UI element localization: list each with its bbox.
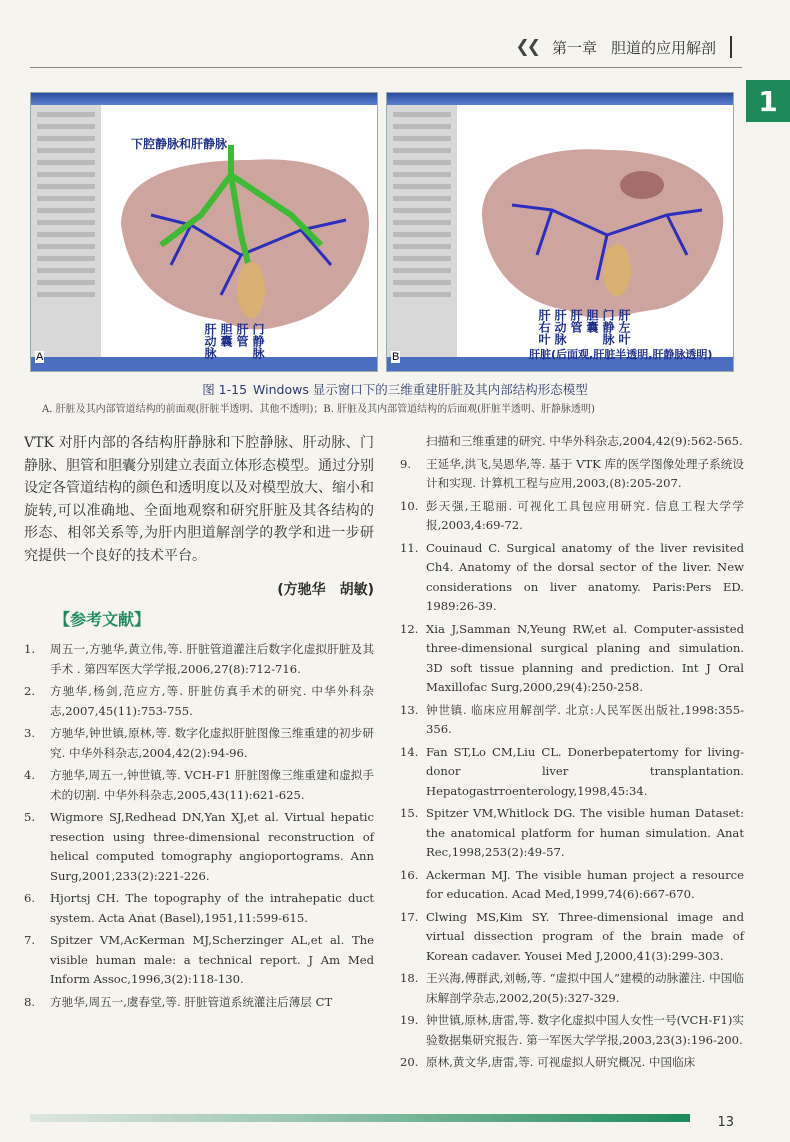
reference-text: Spitzer VM,AcKerman MJ,Scherzinger AL,et al. The visible human male: a technical report. J Am Med Inform Assoc,1996,3(2):118-130. <box>50 933 374 986</box>
reference-text: 原林,黄文华,唐雷,等. 可视虚拟人研究概况. 中国临床 <box>426 1055 696 1069</box>
reference-number: 1. <box>24 642 36 656</box>
panel-b-label: B <box>392 351 400 363</box>
reference-item <box>400 743 744 802</box>
reference-text: 方驰华,钟世镇,原林,等. 数字化虚拟肝脏图像三维重建的初步研究. 中华外科杂志,2004,42(2):94-96. <box>50 726 374 760</box>
figure-number: 图 1-15 <box>202 382 248 397</box>
label-gallbladder: 胆囊 <box>219 323 233 347</box>
reference-text: Couinaud C. Surgical anatomy of the liver revisited Ch4. Anatomy of the dorsal sector of the liver. New considerations on liver anatomy. Paris:Pers ED. 1989:26-39. <box>426 540 744 613</box>
label-gallbladder: 胆囊 <box>585 309 599 333</box>
reference-item <box>400 969 744 1008</box>
reference-list-left <box>24 640 374 1012</box>
reference-item <box>24 766 374 805</box>
authors: (方驰华 胡敏) <box>277 582 374 598</box>
reference-number: 8. <box>24 994 36 1009</box>
reference-number: 13. <box>400 702 419 717</box>
chapter-tab: 1 <box>746 80 790 122</box>
chapter-title: 胆道的应用解剖 <box>610 38 716 57</box>
header-rule <box>30 67 742 68</box>
reference-item <box>400 455 744 494</box>
window-titlebar <box>387 93 733 105</box>
reference-number: 14. <box>400 744 419 759</box>
label-hepatic-artery: 肝动脉 <box>203 323 217 359</box>
reference-text: 王兴海,傅群武,刘畅,等. “虚拟中国人”建模的动脉灌注. 中国临床解剖学杂志,2002,20(5):327-329. <box>426 971 744 1005</box>
header-divider <box>730 36 732 58</box>
reference-number: 7. <box>24 933 36 947</box>
label-portal-vein: 门静脉 <box>601 309 615 345</box>
reference-item <box>24 993 374 1013</box>
reference-number: 15. <box>400 806 419 820</box>
label-left-lobe: 肝左叶 <box>617 309 631 345</box>
reference-text: Clwing MS,Kim SY. Three-dimensional image and virtual dissection program of the brain made of Korean cadaver. Yousei Med J,2000,41(3):299-303. <box>426 909 744 963</box>
reference-number: 4. <box>24 768 36 782</box>
reference-item <box>24 931 374 990</box>
label-hepatic-duct: 肝管 <box>235 323 249 347</box>
reference-text: 方驰华,周五一,虞春堂,等. 肝脏管道系统灌注后薄层 CT <box>50 994 333 1009</box>
reference-number: 12. <box>400 621 419 636</box>
reference-item <box>24 889 374 928</box>
reference-number: 3. <box>24 726 36 740</box>
label-portal-vein: 门静脉 <box>251 323 265 359</box>
right-column <box>400 432 744 1076</box>
label-hepatic-artery: 肝动脉 <box>553 309 567 345</box>
reference-number: 11. <box>400 540 419 555</box>
reference-item <box>400 866 744 905</box>
reference-number: 10. <box>400 498 419 513</box>
reference-item <box>400 539 744 617</box>
reference-list-right <box>400 432 744 1073</box>
reference-text: 钟世镇. 临床应用解剖学. 北京:人民军医出版社,1998:355-356. <box>426 702 744 736</box>
reference-item <box>400 804 744 863</box>
reference-text: 方驰华,周五一,钟世镇,等. VCH-F1 肝脏图像三维重建和虚拟手术的切割. 中华外科杂志,2005,43(11):621-625. <box>50 768 374 802</box>
reference-item <box>400 432 744 452</box>
reference-number: 6. <box>24 891 36 905</box>
reference-item <box>400 1053 744 1073</box>
reference-number: 20. <box>400 1055 419 1069</box>
figure-subcaption: A. 肝脏及其内部管道结构的前面观(肝脏半透明、其他不透明)；B. 肝脏及其内部管道结构的后面观(肝脏半透明、肝静脉透明) <box>42 404 595 415</box>
reference-text: 王延华,洪飞,吴恩华,等. 基于 VTK 库的医学图像处理子系统设计和实现. 计算机工程与应用,2003,(8):205-207. <box>426 456 744 490</box>
figure-panel-b <box>386 92 734 372</box>
control-sidebar <box>31 105 101 357</box>
reference-number: 9. <box>400 456 412 471</box>
reference-number: 16. <box>400 867 419 882</box>
reference-text: Xia J,Samman N,Yeung RW,et al. Computer-assisted three-dimensional surgical planing and simulation. 3D soft tissue planning and prediction. Int J Oral Maxillofac Surg,2000,29(4):250-258. <box>426 621 744 694</box>
reference-item <box>400 701 744 740</box>
body-paragraph: VTK 对肝内部的各结构肝静脉和下腔静脉、肝动脉、门静脉、胆管和胆囊分别建立表面立体形态模型。通过分别设定各管道结构的颜色和透明度以及对模型放大、缩小和旋转,可以准确地、全面地观察和研究肝脏及其各结构的形态、相邻关系等,为肝内胆道解剖学的教学和进一步研究提供一个良好的技术平台。 <box>24 435 374 564</box>
window-titlebar <box>31 93 377 105</box>
reference-text: Fan ST,Lo CM,Liu CL. Donerbepatertomy for living-donor liver transplantation. Hepatogastrroenterology,1998,45:34. <box>426 744 744 798</box>
reference-text: 彭天强,王聪丽. 可视化工具包应用研究. 信息工程大学学报,2003,4:69-72. <box>426 498 744 532</box>
reference-number <box>400 432 426 452</box>
reference-item <box>24 808 374 886</box>
references-heading: 【参考文献】 <box>54 610 151 629</box>
page-number: 13 <box>717 1115 734 1130</box>
reference-number: 19. <box>400 1013 419 1027</box>
reference-text: Wigmore SJ,Redhead DN,Yan XJ,et al. Virtual hepatic resection using three-dimensional reconstruction of helical computed tomography angioportograms. Ann Surg,2001,233(2):221-226. <box>50 810 374 883</box>
left-column <box>24 432 374 1015</box>
figure-caption-text: Windows 显示窗口下的三维重建肝脏及其内部结构形态模型 <box>253 382 588 397</box>
reference-item <box>24 724 374 763</box>
reference-item <box>24 640 374 679</box>
footer-bar <box>30 1114 690 1122</box>
reference-item <box>400 497 744 536</box>
label-right-lobe: 肝右叶 <box>537 309 551 345</box>
reference-text: 方驰华,杨剑,范应方,等. 肝脏仿真手术的研究. 中华外科杂志,2007,45(11):753-755. <box>50 684 374 718</box>
control-sidebar <box>387 105 457 357</box>
reference-text: Ackerman MJ. The visible human project a resource for education. Acad Med,1999,74(6):667-670. <box>426 867 744 901</box>
double-chevron-icon: ❮❮ <box>515 37 538 57</box>
taskbar <box>31 357 377 371</box>
running-header <box>515 36 732 58</box>
reference-text: 周五一,方驰华,黄立伟,等. 肝脏管道灌注后数字化虚拟肝脏及其手术 . 第四军医大学学报,2006,27(8):712-716. <box>50 642 374 676</box>
reference-number: 2. <box>24 684 36 698</box>
reference-number: 17. <box>400 909 419 924</box>
panel-a-label: A <box>36 351 44 363</box>
reference-text: Spitzer VM,Whitlock DG. The visible human Dataset: the anatomical platform for human simulation. Anat Rec,1998,253(2):49-57. <box>426 806 744 859</box>
reference-item <box>400 908 744 967</box>
figure-panel-a <box>30 92 378 372</box>
reference-item <box>400 620 744 698</box>
reference-item <box>24 682 374 721</box>
figure-caption <box>0 380 790 398</box>
reference-text: 钟世镇,原林,唐雷,等. 数字化虚拟中国人女性一号(VCH-F1)实验数据集研究报告. 第一军医大学学报,2003,23(3):196-200. <box>426 1013 744 1047</box>
reference-text: Hjortsj CH. The topography of the intrahepatic duct system. Acta Anat (Basel),1951,11:599-615. <box>50 891 374 925</box>
reference-number: 18. <box>400 971 419 985</box>
chapter-number: 第一章 <box>551 38 597 57</box>
posterior-view-label: 肝脏(后面观,肝脏半透明,肝静脉透明) <box>529 348 713 361</box>
label-hepatic-duct: 肝管 <box>569 309 583 333</box>
ivc-hepatic-vein-label: 下腔静脉和肝静脉 <box>131 137 228 151</box>
reference-item <box>400 1011 744 1050</box>
reference-number: 5. <box>24 810 36 824</box>
reference-text: 扫描和三维重建的研究. 中华外科杂志,2004,42(9):562-565. <box>426 434 743 448</box>
